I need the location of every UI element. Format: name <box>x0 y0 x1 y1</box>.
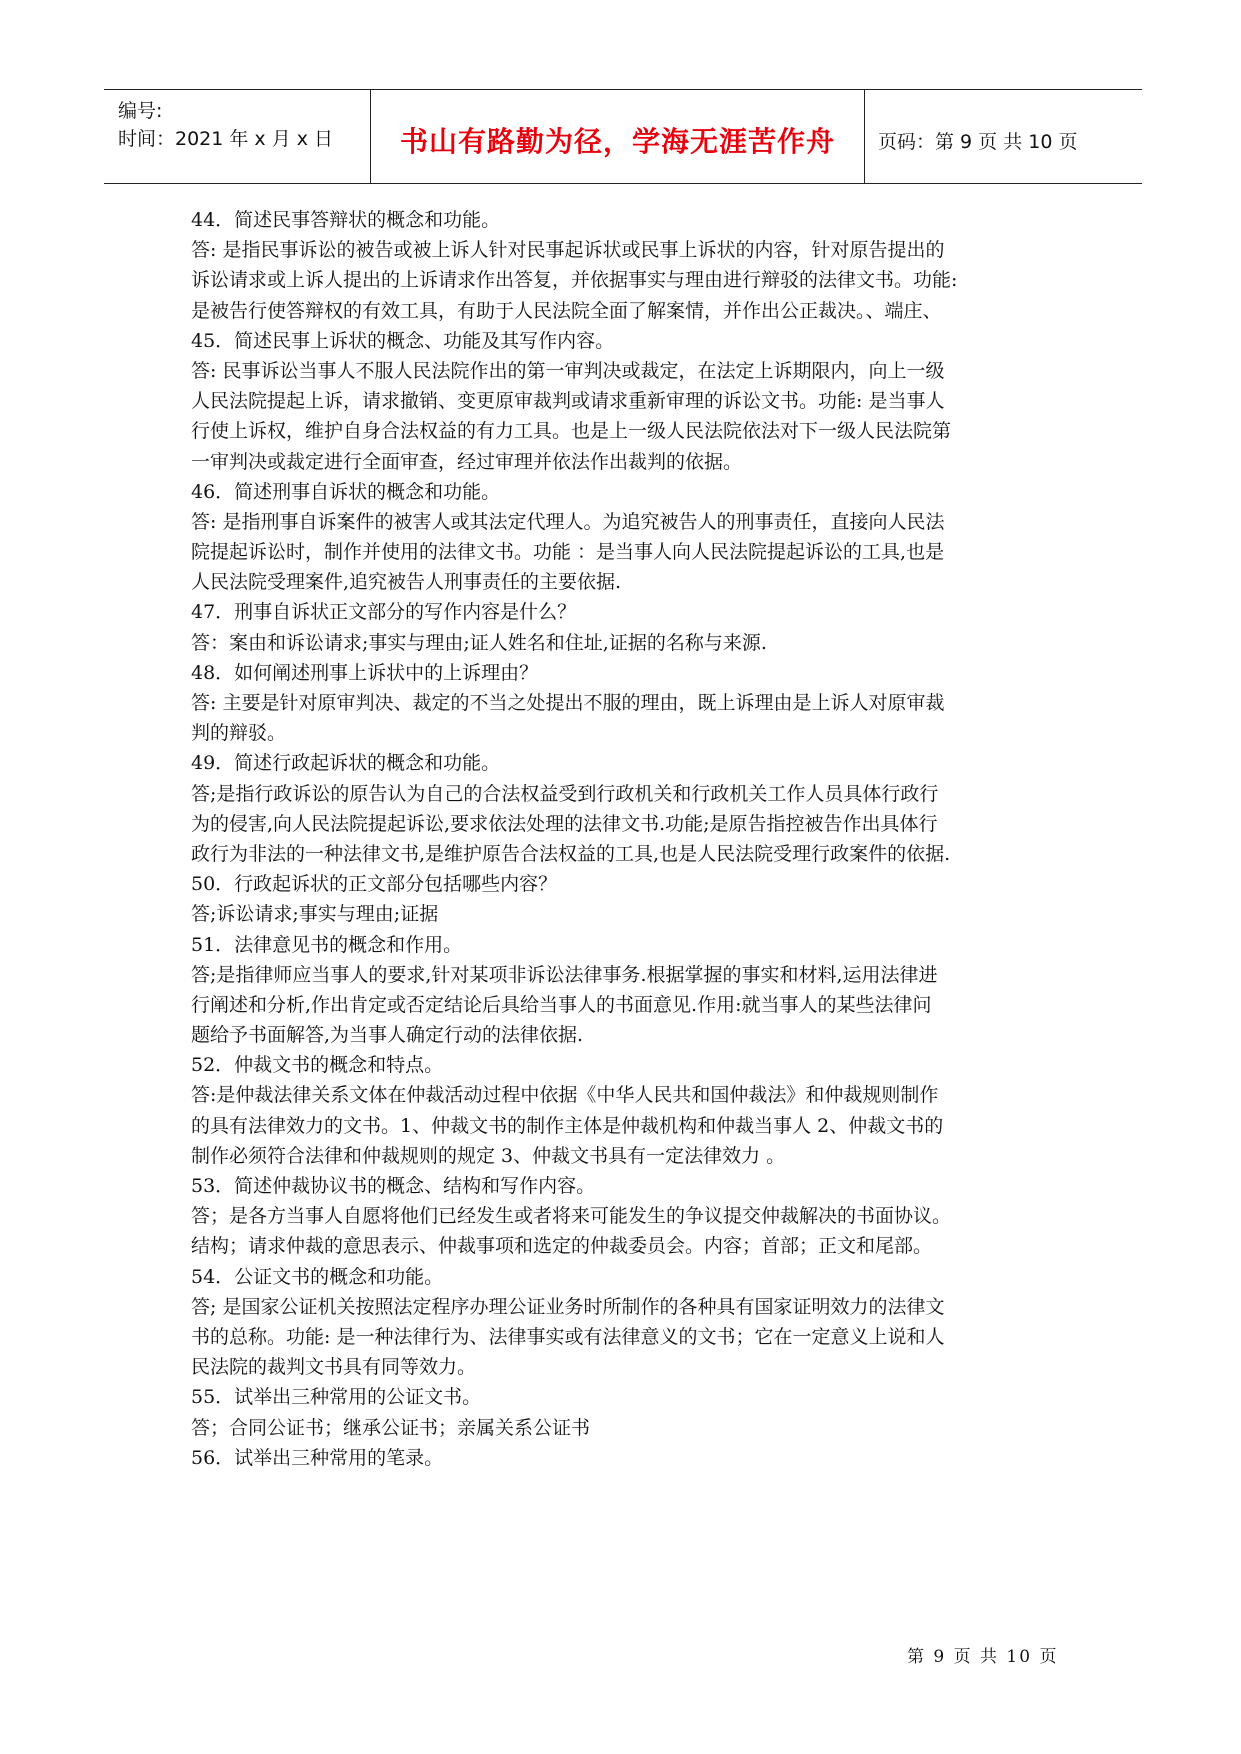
text-line: 一审判决或裁定进行全面审查，经过审理并依法作出裁判的依据。 <box>191 450 743 473</box>
text-line: 院提起诉讼时，制作并使用的法律文书。功能 ：是当事人向人民法院提起诉讼的工具,也是 <box>191 541 945 564</box>
text-line: 的具有法律效力的文书。1、仲裁文书的制作主体是仲裁机构和仲裁当事人 2、仲裁文书的 <box>191 1114 944 1137</box>
text-line: 答; 是国家公证机关按照法定程序办理公证业务时所制作的各种具有国家证明效力的法律文 <box>191 1295 945 1318</box>
text-line: 答;是指行政诉讼的原告认为自己的合法权益受到行政机关和行政机关工作人员具体行政行 <box>191 782 939 805</box>
document-body <box>191 205 1071 1473</box>
page-header <box>104 89 1142 184</box>
text-line: 政行为非法的一种法律文书,是维护原告合法权益的工具,也是人民法院受理行政案件的依据. <box>191 842 951 865</box>
text-line: 答: 民事诉讼当事人不服人民法院作出的第一审判决或裁定，在法定上诉期限内，向上一级 <box>191 359 945 382</box>
text-line: 制作必须符合法律和仲裁规则的规定 3、仲裁文书具有一定法律效力 。 <box>191 1144 786 1167</box>
motto: 书山有路勤为径，学海无涯苦作舟 <box>399 125 835 158</box>
time-label: 时间：2021 年 x 月 x 日 <box>118 128 334 150</box>
text-line: 人民法院受理案件,追究被告人刑事责任的主要依据. <box>191 571 622 594</box>
text-line: 是被告行使答辩权的有效工具，有助于人民法院全面了解案情，并作出公正裁决。、端庄、 <box>191 299 942 322</box>
text-line: 49．简述行政起诉状的概念和功能。 <box>191 752 501 775</box>
text-line: 题给予书面解答,为当事人确定行动的法律依据. <box>191 1024 584 1047</box>
text-line: 民法院的裁判文书具有同等效力。 <box>191 1356 477 1379</box>
text-line: 52．仲裁文书的概念和特点。 <box>191 1054 444 1077</box>
text-line: 书的总称。功能: 是一种法律行为、法律事实或有法律意义的文书；它在一定意义上说和人 <box>191 1325 945 1348</box>
text-line: 答：案由和诉讼请求;事实与理由;证人姓名和住址,证据的名称与来源. <box>191 631 767 654</box>
text-line: 答: 是指民事诉讼的被告或被上诉人针对民事起诉状或民事上诉状的内容，针对原告提出的 <box>191 239 945 262</box>
text-line: 答；是各方当事人自愿将他们已经发生或者将来可能发生的争议提交仲裁解决的书面协议。 <box>191 1205 952 1228</box>
serial-label: 编号: <box>118 100 163 122</box>
text-line: 55．试举出三种常用的公证文书。 <box>191 1386 482 1409</box>
text-line: 56．试举出三种常用的笔录。 <box>191 1446 444 1469</box>
header-left-cell <box>104 90 370 183</box>
text-line: 45．简述民事上诉状的概念、功能及其写作内容。 <box>191 329 615 352</box>
text-line: 诉讼请求或上诉人提出的上诉请求作出答复，并依据事实与理由进行辩驳的法律文书。功能: <box>191 269 958 292</box>
text-line: 行阐述和分析,作出肯定或否定结论后具给当事人的书面意见.作用:就当事人的某些法律问 <box>191 993 932 1016</box>
text-line: 答:是仲裁法律关系文体在仲裁活动过程中依据《中华人民共和国仲裁法》和仲裁规则制作 <box>191 1084 939 1107</box>
text-line: 为的侵害,向人民法院提起诉讼,要求依法处理的法律文书.功能;是原告指控被告作出具体行 <box>191 812 938 835</box>
header-motto-cell <box>370 90 865 183</box>
text-line: 答: 主要是针对原审判决、裁定的不当之处提出不服的理由，既上诉理由是上诉人对原审裁 <box>191 692 945 714</box>
text-line: 46．简述刑事自诉状的概念和功能。 <box>191 480 501 503</box>
text-line: 行使上诉权，维护自身合法权益的有力工具。也是上一级人民法院依法对下一级人民法院第 <box>191 420 952 443</box>
text-line: 44．简述民事答辩状的概念和功能。 <box>191 209 501 231</box>
text-line: 53．简述仲裁协议书的概念、结构和写作内容。 <box>191 1175 596 1197</box>
text-line: 48．如何阐述刑事上诉状中的上诉理由？ <box>191 661 539 684</box>
page-footer: 第 9 页 共 10 页 <box>907 1647 1059 1667</box>
text-line: 51．法律意见书的概念和作用。 <box>191 933 463 956</box>
text-line: 47．刑事自诉状正文部分的写作内容是什么？ <box>191 601 577 624</box>
text-line: 答;是指律师应当事人的要求,针对某项非诉讼法律事务.根据掌握的事实和材料,运用法律进 <box>191 963 938 986</box>
text-line: 人民法院提起上诉，请求撤销、变更原审裁判或请求重新审理的诉讼文书。功能: 是当事人 <box>191 390 945 413</box>
header-right-cell <box>864 90 1142 183</box>
text-line: 答: 是指刑事自诉案件的被害人或其法定代理人。为追究被告人的刑事责任，直接向人民法 <box>191 510 945 533</box>
page-code: 页码：第 9 页 共 10 页 <box>878 131 1078 153</box>
text-line: 54．公证文书的概念和功能。 <box>191 1265 444 1288</box>
text-line: 判的辩驳。 <box>191 722 287 745</box>
text-line: 结构；请求仲裁的意思表示、仲裁事项和选定的仲裁委员会。内容；首部；正文和尾部。 <box>191 1235 933 1258</box>
text-line: 答；合同公证书；继承公证书；亲属关系公证书 <box>191 1416 591 1439</box>
text-line: 答;诉讼请求;事实与理由;证据 <box>191 903 439 926</box>
text-line: 50．行政起诉状的正文部分包括哪些内容？ <box>191 873 558 896</box>
